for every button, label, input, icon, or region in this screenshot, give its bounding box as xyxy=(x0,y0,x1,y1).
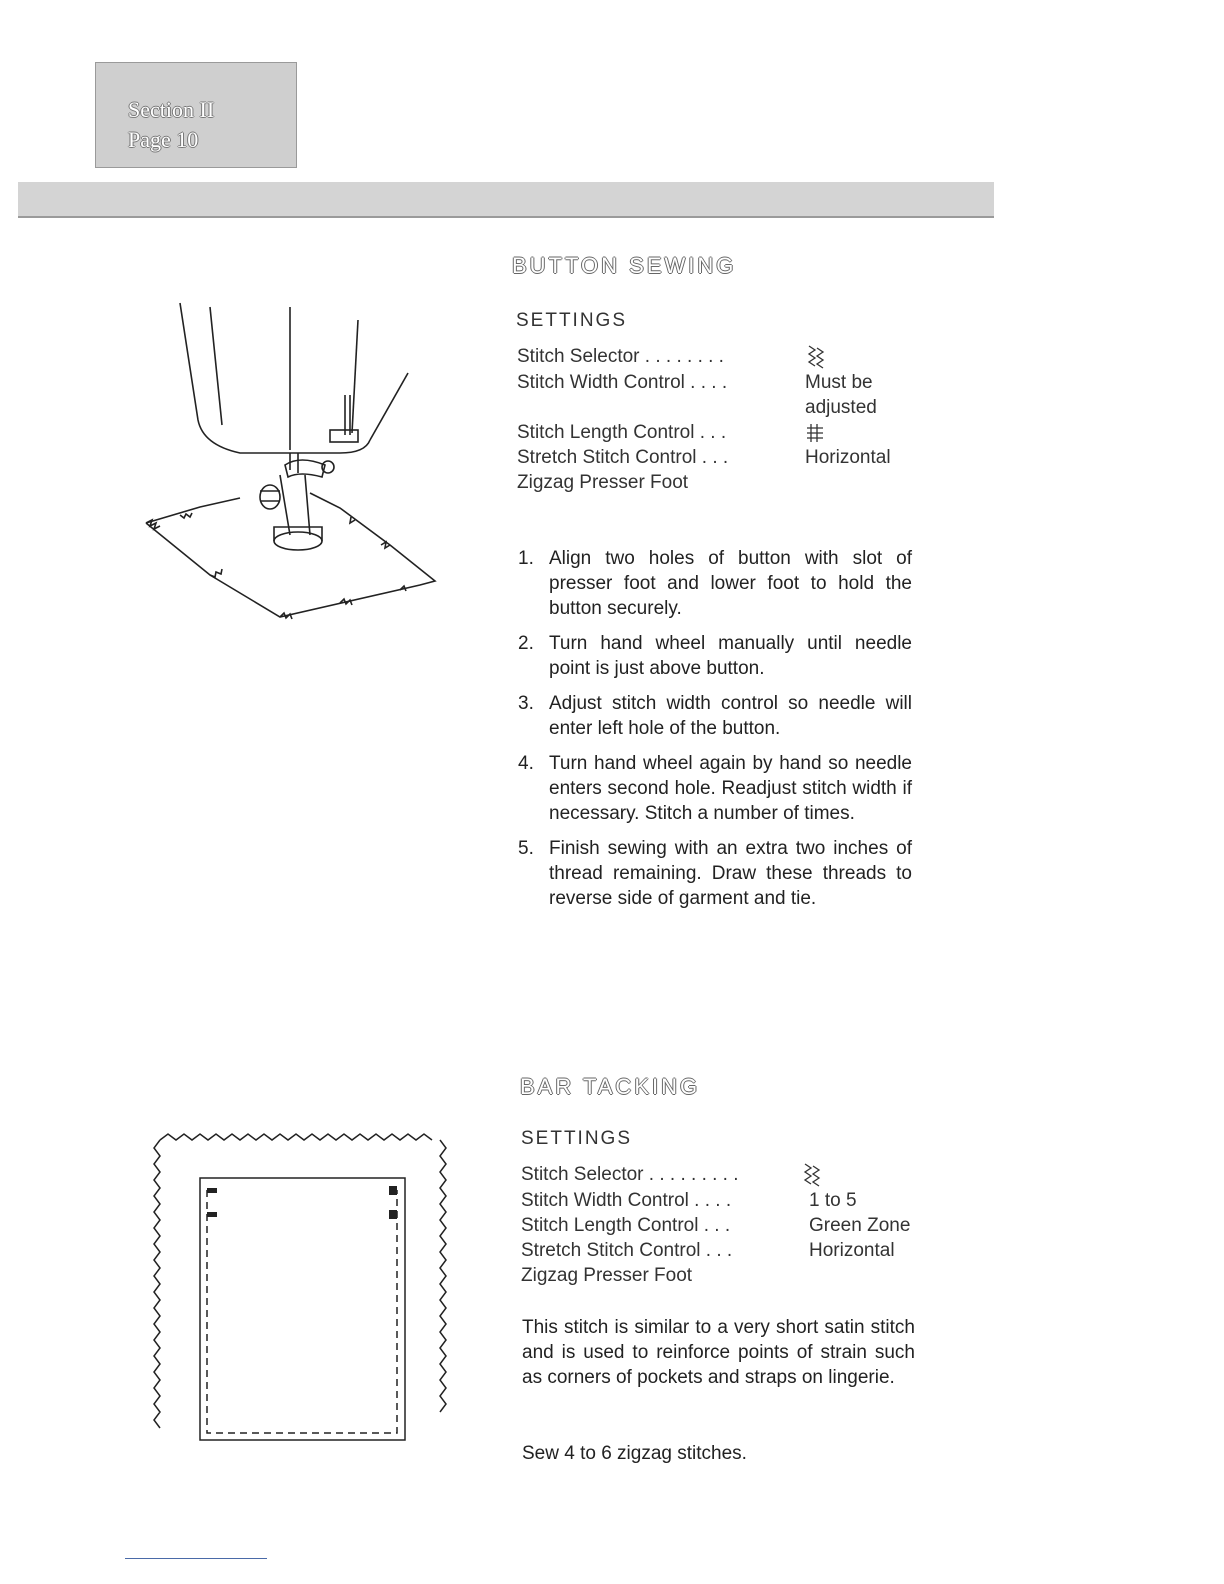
step-number: 3. xyxy=(518,693,534,714)
setting-row xyxy=(521,1188,910,1213)
step-text: Align two holes of button with slot of presser foot and lower foot to hold the button securely. xyxy=(549,548,912,619)
setting-value: Green Zone xyxy=(809,1215,911,1236)
setting-label: Zigzag Presser Foot xyxy=(521,1265,693,1286)
button-sewing-title: BUTTON SEWING xyxy=(512,253,737,278)
bar-tacking-settings xyxy=(521,1162,910,1288)
button-sewing-settings xyxy=(517,344,891,495)
step-number: 5. xyxy=(518,838,534,859)
step-text: Adjust stitch width control so needle will enter left hole of the button. xyxy=(549,693,912,739)
setting-row xyxy=(517,445,891,470)
setting-value: adjusted xyxy=(805,397,877,418)
button-sewing-illustration xyxy=(140,295,450,635)
header-band xyxy=(18,182,994,218)
button-sewing-settings-heading: SETTINGS xyxy=(516,310,628,331)
setting-row xyxy=(517,344,891,370)
list-item xyxy=(518,546,912,621)
zigzag-stitch-icon xyxy=(801,1162,823,1188)
setting-label: Stitch Selector . . . . . . . . . xyxy=(521,1164,739,1185)
setting-label: Zigzag Presser Foot xyxy=(517,472,689,493)
step-text: Finish sewing with an extra two inches of thread remaining. Draw these threads to reverse side of garment and tie. xyxy=(549,838,912,909)
setting-row xyxy=(517,420,891,445)
setting-row xyxy=(521,1263,910,1288)
setting-value: Horizontal xyxy=(809,1240,895,1261)
bar-tacking-instruction: Sew 4 to 6 zigzag stitches. xyxy=(522,1443,747,1464)
step-text: Turn hand wheel again by hand so needle enters second hole. Readjust stitch width if necessary. Stitch a number of times. xyxy=(549,753,912,824)
section-page-badge xyxy=(95,62,297,168)
setting-label: Stitch Length Control . . . xyxy=(521,1215,731,1236)
list-item xyxy=(518,691,912,741)
setting-row xyxy=(521,1162,910,1188)
zero-length-icon xyxy=(805,420,825,445)
setting-row xyxy=(517,370,891,395)
list-item xyxy=(518,836,912,911)
setting-label: Stitch Width Control . . . . xyxy=(517,372,728,393)
bar-tacking-settings-heading: SETTINGS xyxy=(521,1128,633,1149)
setting-row xyxy=(517,395,891,420)
setting-value: 1 to 5 xyxy=(809,1190,857,1211)
step-number: 1. xyxy=(518,548,534,569)
button-sewing-steps xyxy=(518,546,912,921)
bar-tacking-description: This stitch is similar to a very short satin stitch and is used to reinforce points of strain such as corners of pockets and straps on lingerie. xyxy=(522,1317,915,1388)
section-label: Section II xyxy=(128,97,215,122)
setting-row xyxy=(521,1213,910,1238)
setting-value: Must be xyxy=(805,372,873,393)
setting-label: Stitch Length Control . . . xyxy=(517,422,727,443)
setting-label: Stitch Width Control . . . . xyxy=(521,1190,732,1211)
step-number: 2. xyxy=(518,633,534,654)
setting-row xyxy=(517,470,891,495)
bar-tacking-title: BAR TACKING xyxy=(520,1074,701,1099)
footer-rule xyxy=(125,1558,267,1559)
setting-value: Horizontal xyxy=(805,447,891,468)
setting-label: Stitch Selector . . . . . . . . xyxy=(517,346,724,367)
zigzag-stitch-icon xyxy=(805,344,827,370)
bar-tacking-illustration xyxy=(145,1118,455,1448)
list-item xyxy=(518,631,912,681)
setting-label xyxy=(517,395,805,420)
step-number: 4. xyxy=(518,753,534,774)
setting-label: Stretch Stitch Control . . . xyxy=(521,1240,733,1261)
step-text: Turn hand wheel manually until needle point is just above button. xyxy=(549,633,912,679)
list-item xyxy=(518,751,912,826)
page-label: Page 10 xyxy=(128,127,199,152)
setting-row xyxy=(521,1238,910,1263)
setting-label: Stretch Stitch Control . . . xyxy=(517,447,729,468)
